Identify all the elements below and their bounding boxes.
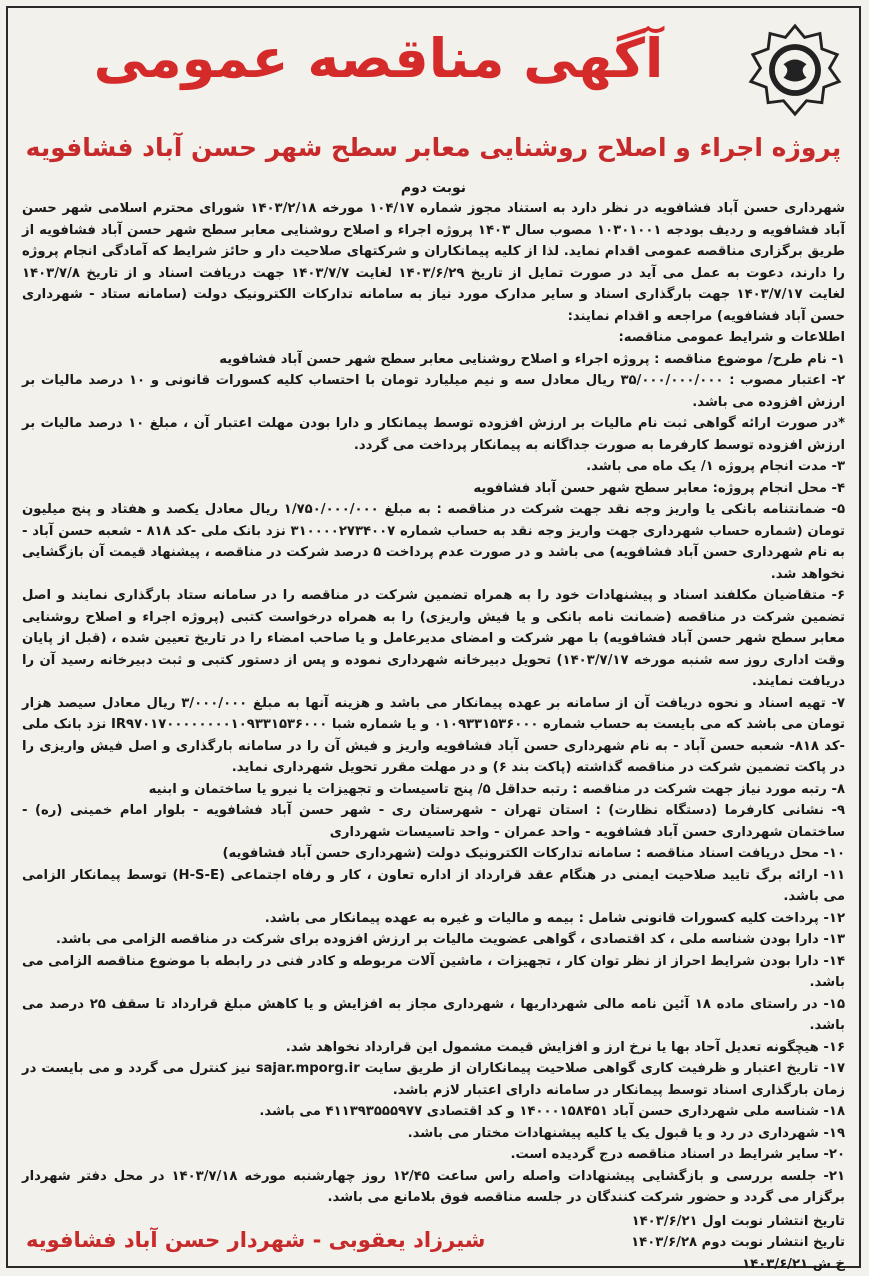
list-item: ۱۳- دارا بودن شناسه ملی ، کد اقتصادی ، گواهی عضویت مالیات بر ارزش افزوده برای شرکت در مناقصه الزامی می باشد. <box>55 932 845 947</box>
list-item: ۸- رتبه مورد نیاز جهت شرکت در مناقصه : رتبه حداقل ۵/ پنج تاسیسات و تجهیزات یا نیرو یا ساختمان و ابنیه <box>148 781 845 797</box>
list-item: ۷- تهیه اسناد و نحوه دریافت آن از سامانه بر عهده پیمانکار می باشد و هزینه آنها به مبلغ ۳/۰۰۰/۰۰۰ ریال معادل سیصد هزار تومان می باشد که می بایست به حساب شماره ۰۱۰۹۳۳۱۵۳۶۰۰۰ و یا شماره شبا IR۹۷۰۱۷۰۰۰۰۰۰۰۰۱۰۹۳۳۱۵۳۶۰۰۰ نزد بانک ملی -کد ۸۱۸- شعبه حسن آباد - به نام شهرداری حسن آباد فشافویه واریز و فیش آن را در سامانه بارگذاری و اصل فیش واریزی را در پاکت تضمین شرکت در مناقصه گذاشته (پاکت بند ۶) و در مهلت مقرر تحویل شهرداری نماید. <box>22 695 846 775</box>
publish-second-date: تاریخ انتشار نوبت دوم ۱۴۰۳/۶/۲۸ <box>631 1235 845 1250</box>
publish-first-date: تاریخ انتشار نوبت اول ۱۴۰۳/۶/۲۱ <box>631 1213 845 1229</box>
list-item: ۳- مدت انجام پروژه ۱/ یک ماه می باشد. <box>586 459 845 474</box>
list-item: ۱۶- هیچگونه تعدیل آحاد بها یا نرخ ارز و افزایش قیمت مشمول این قرارداد نخواهد شد. <box>285 1039 845 1055</box>
list-item: ۱۹- شهرداری در رد و یا قبول یک یا کلیه پیشنهادات مختار می باشد. <box>407 1125 845 1141</box>
list-item: ۲۰- سایر شرایط در اسناد مناقصه درج گردیده است. <box>510 1147 845 1162</box>
conditions-list <box>22 349 845 1209</box>
page-subtitle: پروژه اجراء و اصلاح روشنایی معابر سطح شهر حسن آباد فشافویه <box>25 133 842 162</box>
round-label: نوبت دوم <box>400 180 467 196</box>
list-item: ۱۴- دارا بودن شرایط احراز از نظر توان کار ، تجهیزات ، ماشین آلات مربوطه و کادر فنی در رابطه با موضوع مناقصه الزامی می باشد. <box>22 953 845 990</box>
signature: شیرزاد یعقوبی - شهردار حسن آباد فشافویه <box>26 1228 486 1252</box>
ad-code: خ ش ۱۴۰۳/۶/۲۱ <box>742 1256 845 1272</box>
intro-paragraph: شهرداری حسن آباد فشافویه در نظر دارد به استناد مجوز شماره ۱۰۴/۱۷ مورخه ۱۴۰۳/۲/۱۸ شورای محترم اسلامی شهر حسن آباد فشافویه و ردیف بودجه ۱۰۳۰۱۰۰۱ مصوب سال ۱۴۰۳ پروژه اجراء و اصلاح روشنایی معابر سطح شهر حسن آباد فشافویه از طریق برگزاری مناقصه عمومی اقدام نماید. لذا از کلیه پیمانکاران و شرکتهای صلاحیت دار و حائز شرایط که آمادگی انجام پروژه را دارند، دعوت به عمل می آید در صورت تمایل از تاریخ ۱۴۰۳/۶/۲۹ لغایت ۱۴۰۳/۷/۷ جهت دریافت اسناد و از تاریخ ۱۴۰۳/۷/۸ لغایت ۱۴۰۳/۷/۱۷ جهت بارگذاری اسناد و سایر مدارک مورد نیاز به سامانه تدارکات الکترونیک دولت (سامانه ستاد - شهرداری حسن آباد فشافویه) مراجعه و اقدام نمایند: <box>22 201 845 324</box>
header <box>22 18 845 178</box>
page-title: آگهی مناقصه عمومی <box>93 27 664 90</box>
list-item: ۱۱- ارائه برگ تایید صلاحیت ایمنی در هنگام عقد قرارداد از اداره تعاون ، کار و رفاه اجتماعی (H-S-E) توسط پیمانکار الزامی می باشد. <box>22 867 845 904</box>
list-item: ۶- متقاضیان مکلفند اسناد و پیشنهادات خود را به همراه تضمین شرکت در مناقصه را در سامانه ستاد بارگذاری نمایند و اصل تضمین شرکت در مناقصه (ضمانت نامه بانکی و یا فیش واریزی) را به همراه درخواست کتبی (پروژه اجراء و اصلاح روشنایی معابر سطح شهر حسن آباد فشافویه) با مهر شرکت و امضای مدیرعامل و یا صاحب امضاء را در تاریخ تعیین شده ، (قبل از پایان وقت اداری روز سه شنبه مورخه ۱۴۰۳/۷/۱۷) تحویل دبیرخانه شهرداری نموده و پس از دستور کتبی و ثبت دبیرخانه رسید آن را دریافت نمایند. <box>22 588 846 689</box>
list-item: ۱۸- شناسه ملی شهرداری حسن آباد ۱۴۰۰۰۱۵۸۴۵۱ و کد اقتصادی ۴۱۱۳۹۳۵۵۵۹۷۷ می باشد. <box>259 1104 845 1119</box>
list-item: ۱۵- در راستای ماده ۱۸ آئین نامه مالی شهرداریها ، شهرداری مجاز به افزایش و یا کاهش مبلغ قرارداد تا سقف ۲۵ درصد می باشد. <box>22 996 845 1033</box>
list-item: ۱۲- پرداخت کلیه کسورات قانونی شامل : بیمه و مالیات و غیره به عهده پیمانکار می باشد. <box>264 910 845 926</box>
list-item: ۱۰- محل دریافت اسناد مناقصه : سامانه تدارکات الکترونیک دولت (شهرداری حسن آباد فشافویه) <box>222 846 845 861</box>
conditions-heading: اطلاعات و شرایط عمومی مناقصه: <box>618 330 845 345</box>
municipality-logo-icon <box>747 22 843 118</box>
list-item: *در صورت ارائه گواهی ثبت نام مالیات بر ارزش افزوده توسط پیمانکار و دارا بودن مهلت اعتبار آن ، مبلغ ۱۰ درصد مالیات بر ارزش افزوده توسط کارفرما به صورت جداگانه به پیمانکار پرداخت می گردد. <box>22 416 845 453</box>
list-item: ۱- نام طرح/ موضوع مناقصه : پروژه اجراء و اصلاح روشنایی معابر سطح شهر حسن آباد فشافویه <box>219 351 845 367</box>
list-item: ۲- اعتبار مصوب : ۳۵/۰۰۰/۰۰۰/۰۰۰ ریال معادل سه و نیم میلیارد تومان با احتساب کلیه کسورات قانونی و ۱۰ درصد مالیات بر ارزش افزوده می باشد. <box>22 373 845 410</box>
announcement-frame <box>6 6 861 1272</box>
list-item: ۹- نشانی کارفرما (دستگاه نظارت) : استان تهران - شهرستان ری - شهر حسن آباد فشافویه - بلوار امام خمینی (ره) - ساختمان شهرداری حسن آباد فشافویه - واحد عمران - واحد تاسیسات شهرداری <box>22 803 845 840</box>
list-item: ۴- محل انجام پروژه: معابر سطح شهر حسن آباد فشافویه <box>473 480 845 496</box>
list-item: ۵- ضمانتنامه بانکی یا واریز وجه نقد جهت شرکت در مناقصه : به مبلغ ۱/۷۵۰/۰۰۰/۰۰۰ ریال معادل یکصد و هفتاد و پنج میلیون تومان (شماره حساب شهرداری جهت واریز وجه نقد به حساب شماره ۳۱۰۰۰۰۲۷۳۴۰۰۷ نزد بانک ملی -کد ۸۱۸ - شعبه حسن آباد - به نام شهرداری حسن آباد فشافویه) می باشد و در صورت عدم پرداخت ۵ درصد شرکت در مناقصه ، پیشنهاد قیمت آن بازگشایی نخواهد شد. <box>22 502 846 582</box>
announcement-body <box>22 198 845 1209</box>
list-item: ۱۷- تاریخ اعتبار و ظرفیت کاری گواهی صلاحیت پیمانکاران از طریق سایت sajar.mporg.ir نیز کنترل می گردد و می بایست در زمان بارگذاری اسناد توسط پیمانکار در سامانه دارای اعتبار لازم باشد. <box>22 1061 845 1098</box>
list-item: ۲۱- جلسه بررسی و بازگشایی پیشنهادات واصله راس ساعت ۱۲/۴۵ روز چهارشنبه مورخه ۱۴۰۳/۷/۱۸ در محل دفتر شهردار برگزار می گردد و حضور شرکت کنندگان در جلسه مناقصه فوق بلامانع می باشد. <box>22 1168 845 1205</box>
